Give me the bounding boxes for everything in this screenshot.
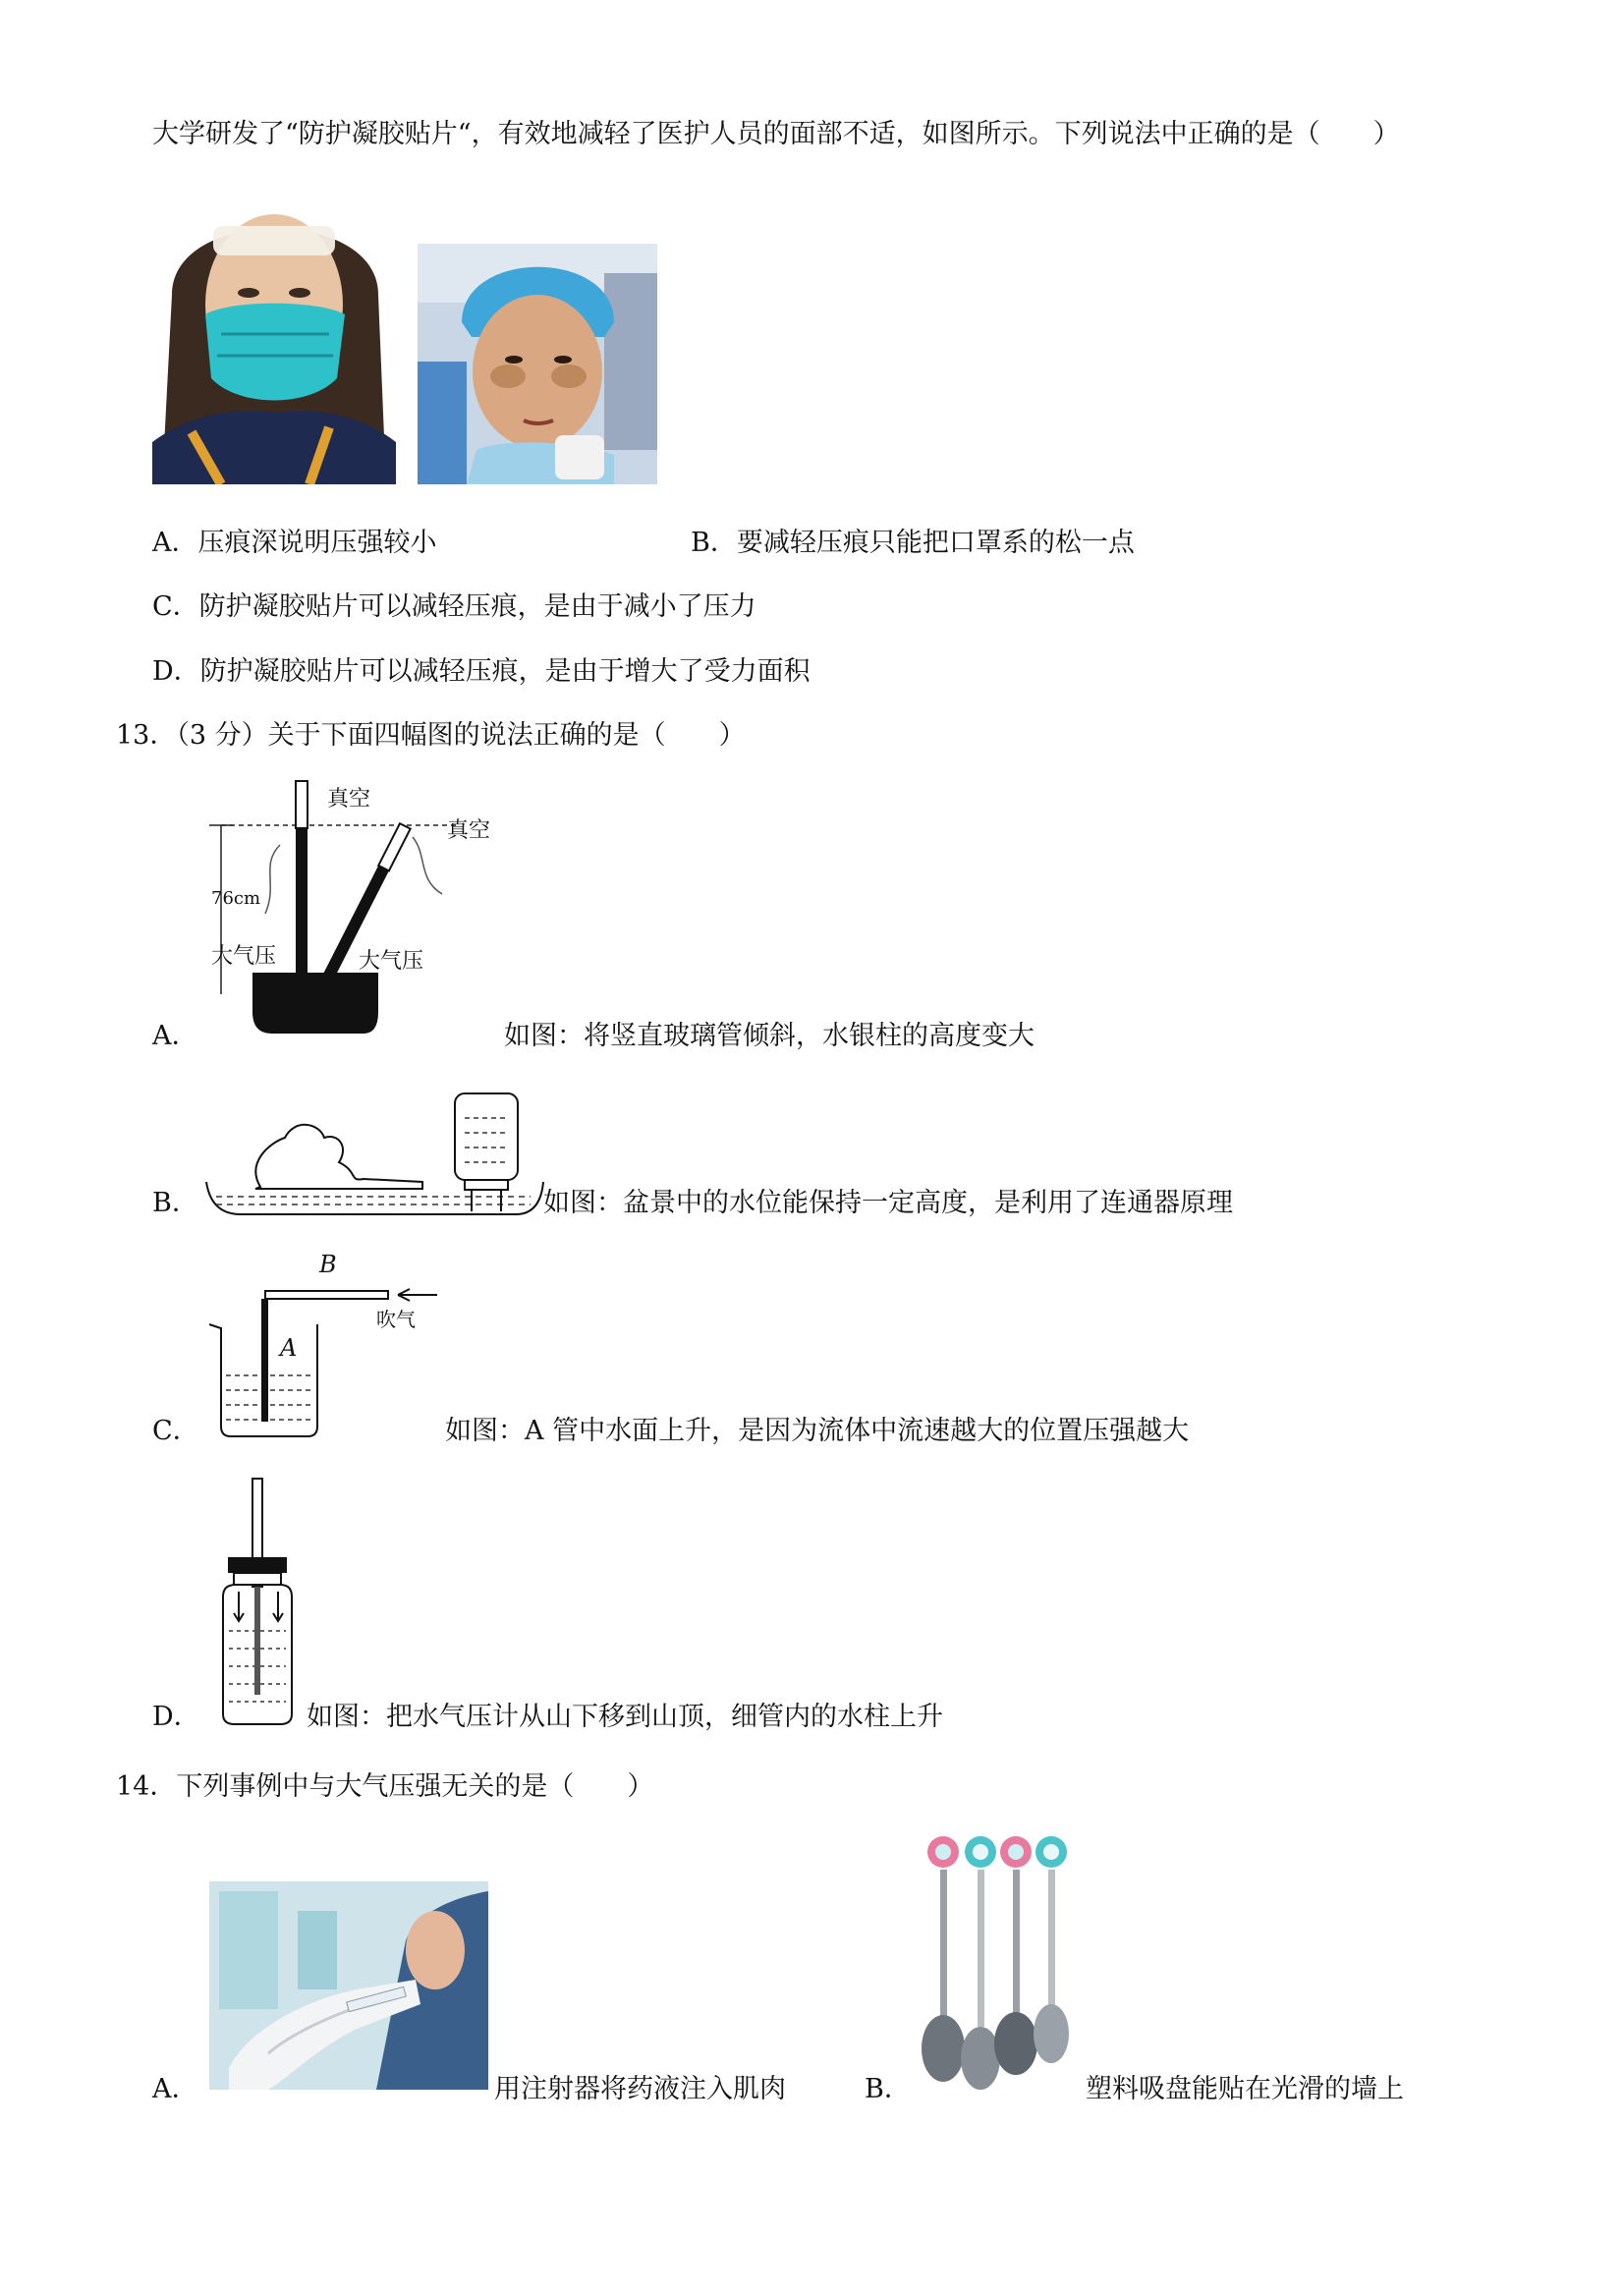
height-label: 76cm bbox=[211, 888, 261, 909]
face-marks-photo bbox=[418, 244, 657, 484]
q13-stem: 13．（3 分）关于下面四幅图的说法正确的是（ ） bbox=[116, 720, 746, 751]
q12-option-c[interactable]: C．防护凝胶贴片可以减轻压痕，是由于减小了压力 bbox=[152, 591, 756, 622]
q14-stem: 14．下列事例中与大气压强无关的是（ ） bbox=[116, 1771, 654, 1802]
torricelli-figure bbox=[201, 776, 506, 1041]
atm-label-2: 大气压 bbox=[359, 949, 424, 974]
q13-d-text: 如图：把水气压计从山下移到山顶，细管内的水柱上升 bbox=[307, 1702, 943, 1732]
mask-photo bbox=[152, 187, 396, 484]
q12-option-a[interactable]: A．压痕深说明压强较小 bbox=[152, 528, 437, 558]
blow-label: 吹气 bbox=[376, 1308, 416, 1331]
q14-b-text: 塑料吸盘能贴在光滑的墙上 bbox=[1086, 2074, 1404, 2104]
q14-a-letter[interactable]: A． bbox=[152, 2074, 198, 2104]
bonsai-figure bbox=[201, 1089, 545, 1216]
q14-a-text: 用注射器将药液注入肌肉 bbox=[494, 2074, 786, 2104]
tube-b-label: B bbox=[319, 1251, 337, 1278]
q13-a-letter[interactable]: A． bbox=[152, 1021, 198, 1051]
vacuum-label-2: 真空 bbox=[447, 818, 491, 843]
q12-stem: 大学研发了“防护凝胶贴片“，有效地减轻了医护人员的面部不适，如图所示。下列说法中正确的是（ ） bbox=[152, 119, 1400, 149]
q13-d-letter[interactable]: D． bbox=[152, 1702, 200, 1732]
q13-c-letter[interactable]: C． bbox=[152, 1416, 199, 1446]
q12-option-d[interactable]: D．防护凝胶贴片可以减轻压痕，是由于增大了受力面积 bbox=[152, 656, 811, 687]
blow-tube-figure bbox=[201, 1248, 447, 1444]
q13-b-letter[interactable]: B． bbox=[152, 1188, 198, 1218]
q12-option-b[interactable]: B．要减轻压痕只能把口罩系的松一点 bbox=[691, 528, 1135, 558]
q13-b-text: 如图：盆景中的水位能保持一定高度，是利用了连通器原理 bbox=[543, 1188, 1233, 1218]
injection-photo bbox=[209, 1881, 488, 2090]
q13-c-text: 如图：A 管中水面上升，是因为流体中流速越大的位置压强越大 bbox=[445, 1416, 1190, 1446]
tube-a-label: A bbox=[280, 1334, 298, 1362]
atm-label-1: 大气压 bbox=[211, 944, 277, 969]
vacuum-label-1: 真空 bbox=[327, 787, 371, 812]
q13-a-text: 如图：将竖直玻璃管倾斜，水银柱的高度变大 bbox=[504, 1021, 1035, 1051]
suction-cup-photo bbox=[914, 1832, 1076, 2100]
barometer-figure bbox=[201, 1474, 309, 1729]
q14-b-letter[interactable]: B． bbox=[865, 2074, 911, 2104]
